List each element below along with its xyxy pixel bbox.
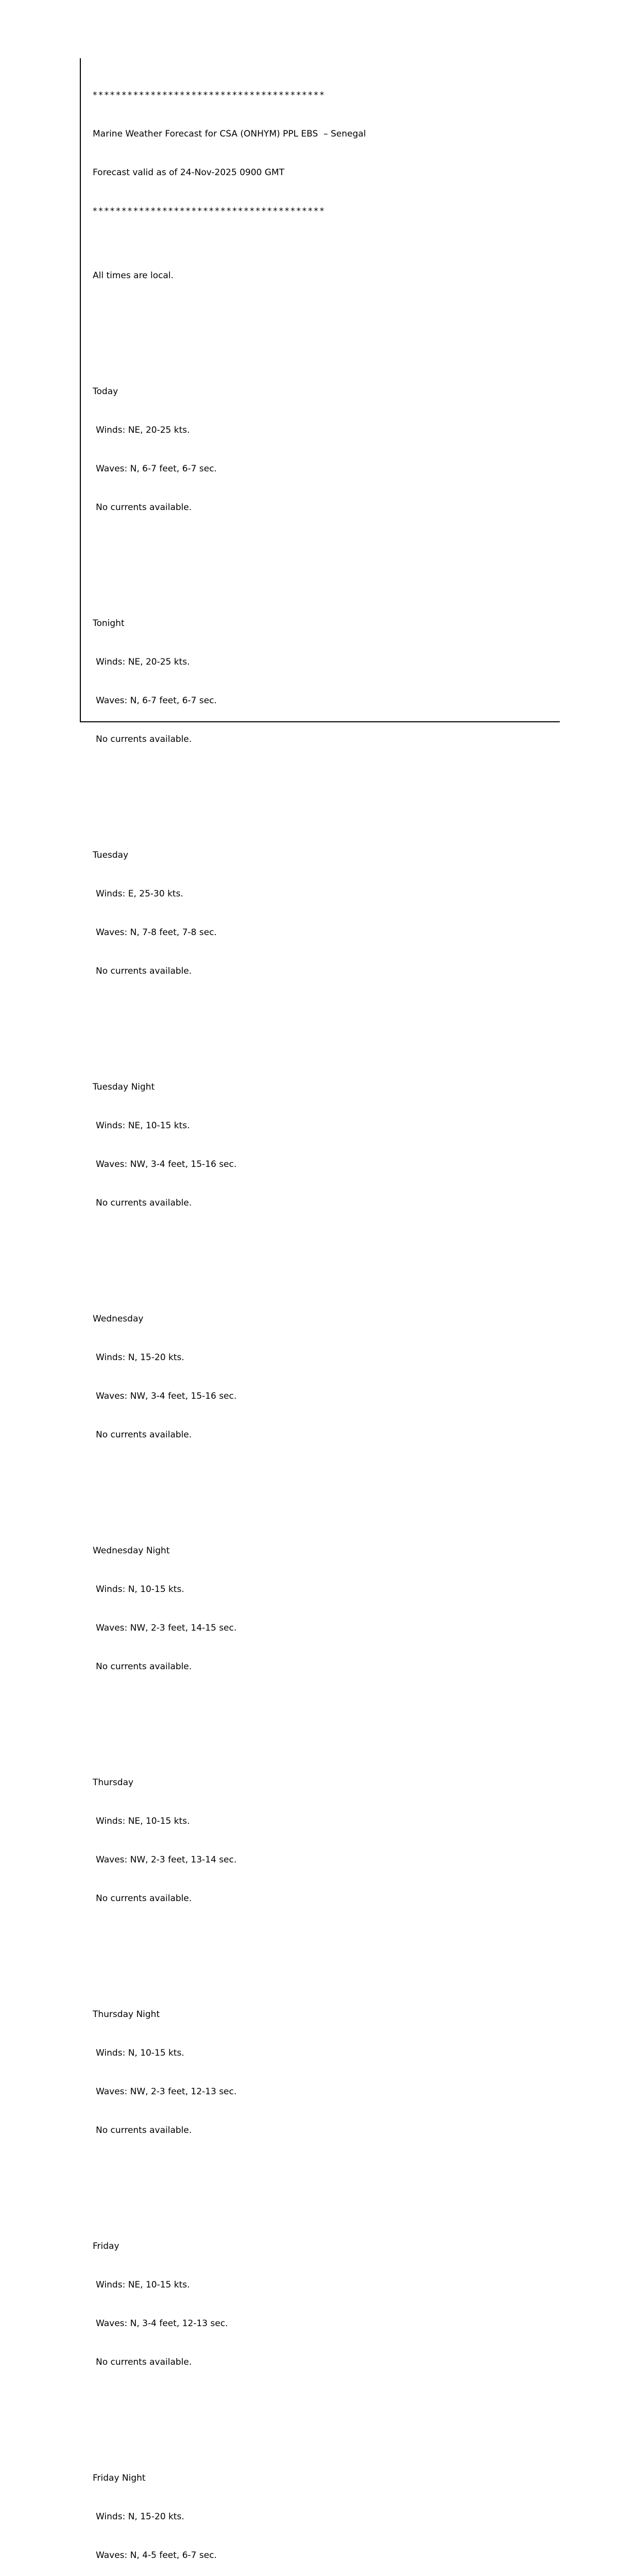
section-day-heading: Tonight — [93, 618, 125, 629]
forecast-section — [93, 823, 577, 1004]
section-winds-line: Winds: NE, 10-15 kts. — [96, 1121, 190, 1131]
separator-bottom: **************************************** — [93, 206, 325, 216]
section-day-heading: Thursday Night — [93, 2009, 160, 2020]
section-day-heading: Friday — [93, 2241, 119, 2251]
forecast-section — [93, 1287, 577, 1467]
section-currents-line: No currents available. — [96, 1430, 192, 1440]
section-winds-line: Winds: E, 25-30 kts. — [96, 889, 183, 899]
section-waves-line: Waves: NW, 2-3 feet, 12-13 sec. — [96, 2087, 237, 2097]
section-winds-line: Winds: NE, 10-15 kts. — [96, 1816, 190, 1826]
section-winds-line: Winds: NE, 20-25 kts. — [96, 425, 190, 435]
forecast-text — [93, 63, 577, 2576]
section-waves-line: Waves: NW, 2-3 feet, 14-15 sec. — [96, 1623, 237, 1633]
section-currents-line: No currents available. — [96, 1662, 192, 1672]
forecast-section — [93, 591, 577, 772]
section-waves-line: Waves: NW, 3-4 feet, 15-16 sec. — [96, 1391, 237, 1401]
separator-top: **************************************** — [93, 90, 325, 100]
section-waves-line: Waves: N, 4-5 feet, 6-7 sec. — [96, 2550, 217, 2561]
section-day-heading: Thursday — [93, 1777, 134, 1788]
forecast-section — [93, 2214, 577, 2395]
forecast-valid-line: Forecast valid as of 24-Nov-2025 0900 GMT — [93, 167, 285, 178]
forecast-section — [93, 1519, 577, 1699]
section-day-heading: Tuesday Night — [93, 1082, 155, 1092]
section-currents-line: No currents available. — [96, 2125, 192, 2136]
section-currents-line: No currents available. — [96, 1198, 192, 1208]
section-day-heading: Tuesday — [93, 850, 129, 860]
section-winds-line: Winds: N, 15-20 kts. — [96, 2512, 184, 2522]
section-currents-line: No currents available. — [96, 2357, 192, 2367]
section-winds-line: Winds: N, 15-20 kts. — [96, 1352, 184, 1363]
section-waves-line: Waves: N, 3-4 feet, 12-13 sec. — [96, 2318, 228, 2329]
forecast-section — [93, 1055, 577, 1235]
document-title: Marine Weather Forecast for CSA (ONHYM) PPL EBS – Senegal — [93, 129, 366, 139]
section-winds-line: Winds: N, 10-15 kts. — [96, 1584, 184, 1595]
section-winds-line: Winds: NE, 20-25 kts. — [96, 657, 190, 667]
section-winds-line: Winds: NE, 10-15 kts. — [96, 2280, 190, 2290]
section-waves-line: Waves: N, 7-8 feet, 7-8 sec. — [96, 927, 217, 938]
forecast-section — [93, 2446, 577, 2576]
section-day-heading: Friday Night — [93, 2473, 146, 2483]
section-waves-line: Waves: NW, 2-3 feet, 13-14 sec. — [96, 1855, 237, 1865]
section-waves-line: Waves: N, 6-7 feet, 6-7 sec. — [96, 464, 217, 474]
section-currents-line: No currents available. — [96, 1893, 192, 1904]
section-winds-line: Winds: N, 10-15 kts. — [96, 2048, 184, 2058]
section-currents-line: No currents available. — [96, 502, 192, 513]
times-note: All times are local. — [93, 270, 174, 281]
forecast-section — [93, 360, 577, 540]
section-waves-line: Waves: NW, 3-4 feet, 15-16 sec. — [96, 1159, 237, 1170]
section-day-heading: Wednesday — [93, 1314, 144, 1324]
section-day-heading: Wednesday Night — [93, 1546, 170, 1556]
section-currents-line: No currents available. — [96, 966, 192, 976]
section-day-heading: Today — [93, 386, 118, 397]
forecast-section — [93, 1982, 577, 2163]
forecast-section — [93, 1751, 577, 1931]
forecast-sections — [93, 334, 577, 2576]
section-currents-line: No currents available. — [96, 734, 192, 744]
section-waves-line: Waves: N, 6-7 feet, 6-7 sec. — [96, 696, 217, 706]
